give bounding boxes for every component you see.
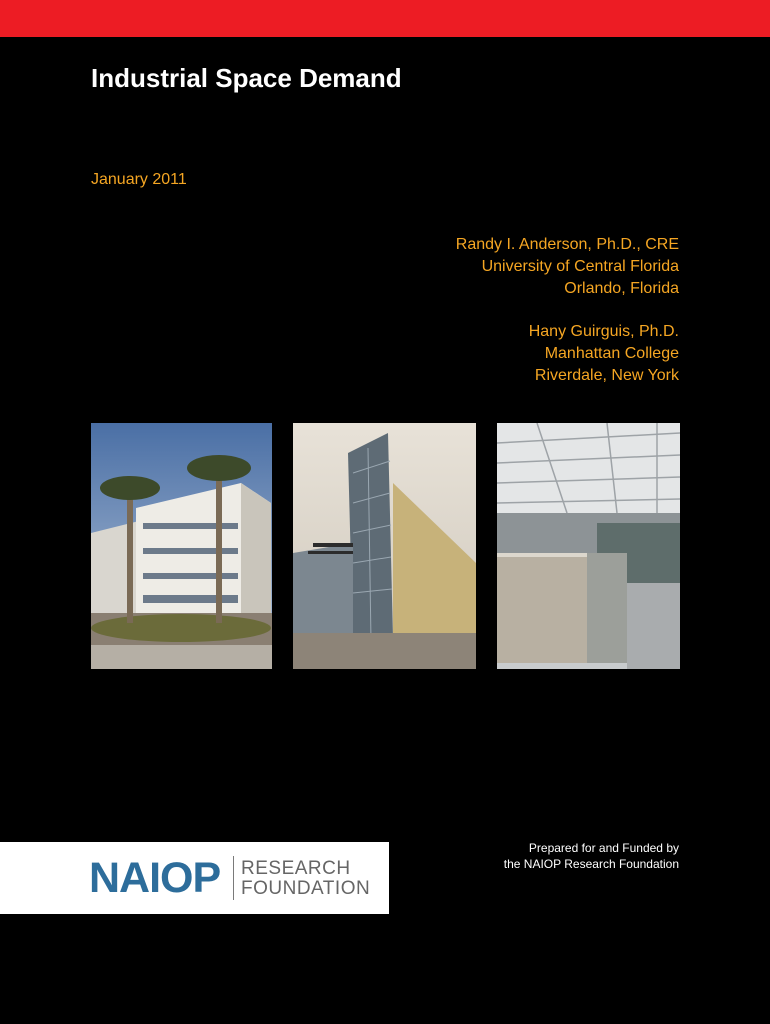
authors-block (456, 234, 679, 408)
publication-date: January 2011 (91, 171, 187, 188)
logo-divider (233, 856, 234, 900)
office-interior-cubicles-photo (497, 423, 680, 669)
glass-building-photo (293, 423, 476, 669)
author-2 (456, 321, 679, 387)
author-affiliation: University of Central Florida (481, 258, 679, 275)
author-location: Riverdale, New York (534, 367, 679, 384)
author-name: Hany Guirguis, Ph.D. (528, 323, 679, 340)
logo-research-foundation-text (241, 859, 370, 899)
author-location: Orlando, Florida (564, 280, 679, 297)
office-building-palms-photo (91, 423, 272, 669)
prepared-line-1: Prepared for and Funded by (528, 841, 679, 855)
logo-wordmark: NAIOP (89, 854, 221, 902)
prepared-line-2: the NAIOP Research Foundation (503, 857, 679, 871)
document-title: Industrial Space Demand (91, 63, 402, 93)
naiop-research-foundation-logo (0, 842, 389, 914)
prepared-for-note (504, 840, 679, 872)
logo-line-1: RESEARCH (241, 858, 351, 879)
author-name: Randy I. Anderson, Ph.D., CRE (455, 236, 679, 253)
author-affiliation: Manhattan College (544, 345, 679, 362)
logo-line-2: FOUNDATION (241, 878, 371, 899)
author-1 (456, 234, 679, 300)
top-red-bar (0, 0, 770, 37)
